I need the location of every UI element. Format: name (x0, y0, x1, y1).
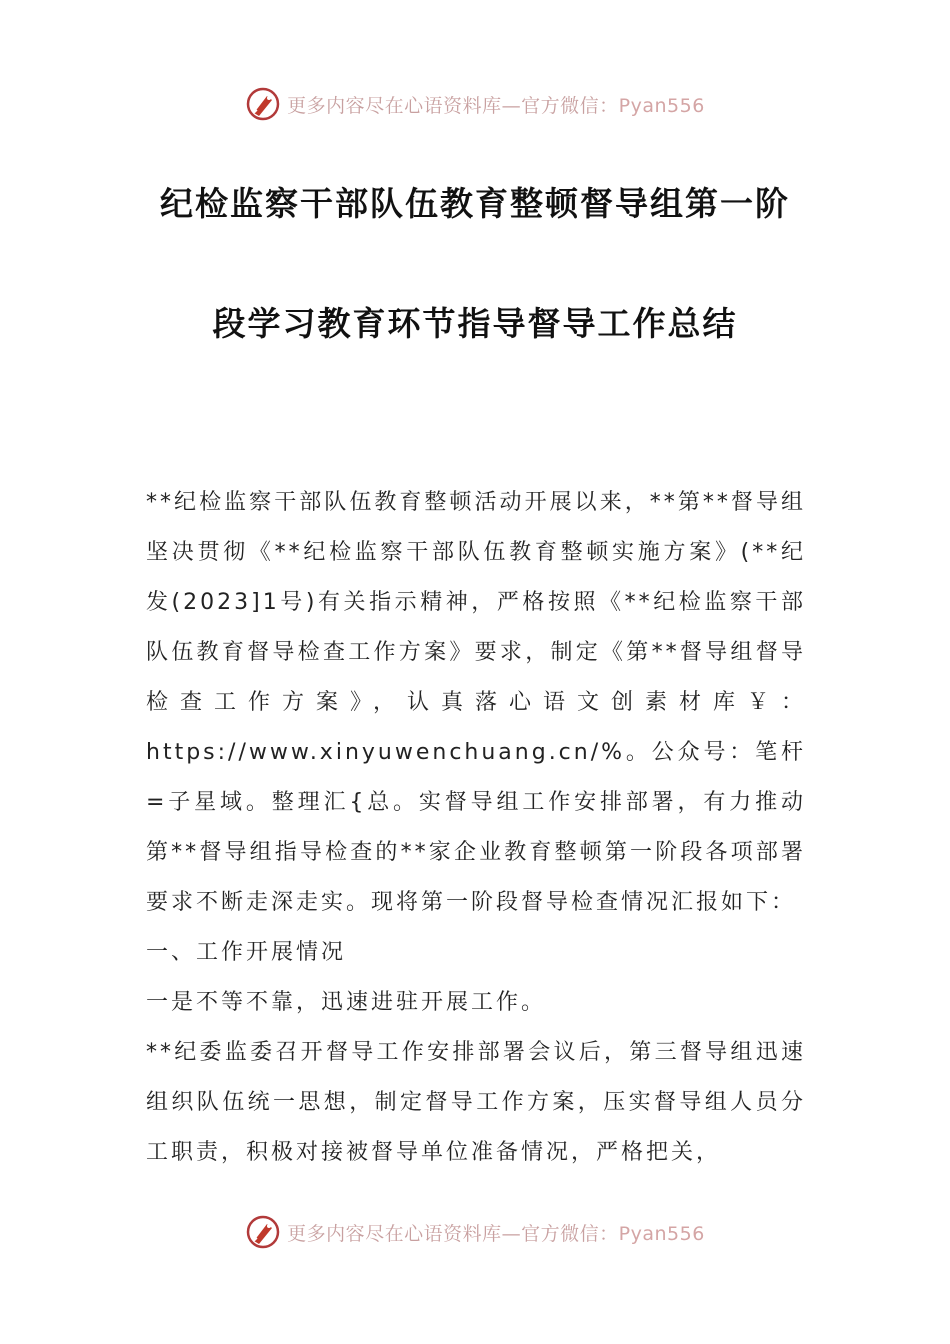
section-heading: 一、工作开展情况 (146, 940, 347, 965)
page-title-line-1: 纪检监察干部队伍教育整顿督导组第一阶 (160, 184, 790, 223)
paragraph-detail: **纪委监委召开督导工作安排部署会议后，第三督导组迅速组织队伍统一思想，制定督导工作方案，压实督导组人员分工职责，积极对接被督导单位准备情况，严格把关， (146, 1040, 806, 1165)
subsection-heading: 一是不等不靠，迅速进驻开展工作。 (146, 990, 547, 1015)
page-title-line-2: 段学习教育环节指导督导工作总结 (212, 304, 738, 343)
pen-nib-icon (245, 86, 281, 122)
paragraph-intro: **纪检监察干部队伍教育整顿活动开展以来，**第**督导组坚决贯彻《**纪检监察干部队伍教育整顿实施方案》(**纪发(2023]1号)有关指示精神，严格按照《**纪检监察干部队伍教育督导检查工作方案》要求，制定《第**督导组督导检查工作方案》，认真落心语文创素材库￥：https://www.xinyuwenchuang.cn/%。公众号：笔杆=子星域。整理汇{总。实督导组工作安排部署，有力推动第**督导组指导检查的**家企业教育整顿第一阶段各项部署要求不断走深走实。现将第一阶段督导检查情况汇报如下： (146, 490, 806, 915)
watermark-text: 更多内容尽在心语资料库—官方微信：Pyan556 (287, 1222, 705, 1245)
watermark-text: 更多内容尽在心语资料库—官方微信：Pyan556 (287, 94, 705, 117)
watermark-banner-bottom (0, 1212, 950, 1252)
pen-nib-icon (245, 1214, 281, 1250)
document-body (146, 478, 806, 1178)
watermark-banner-top (0, 84, 950, 124)
